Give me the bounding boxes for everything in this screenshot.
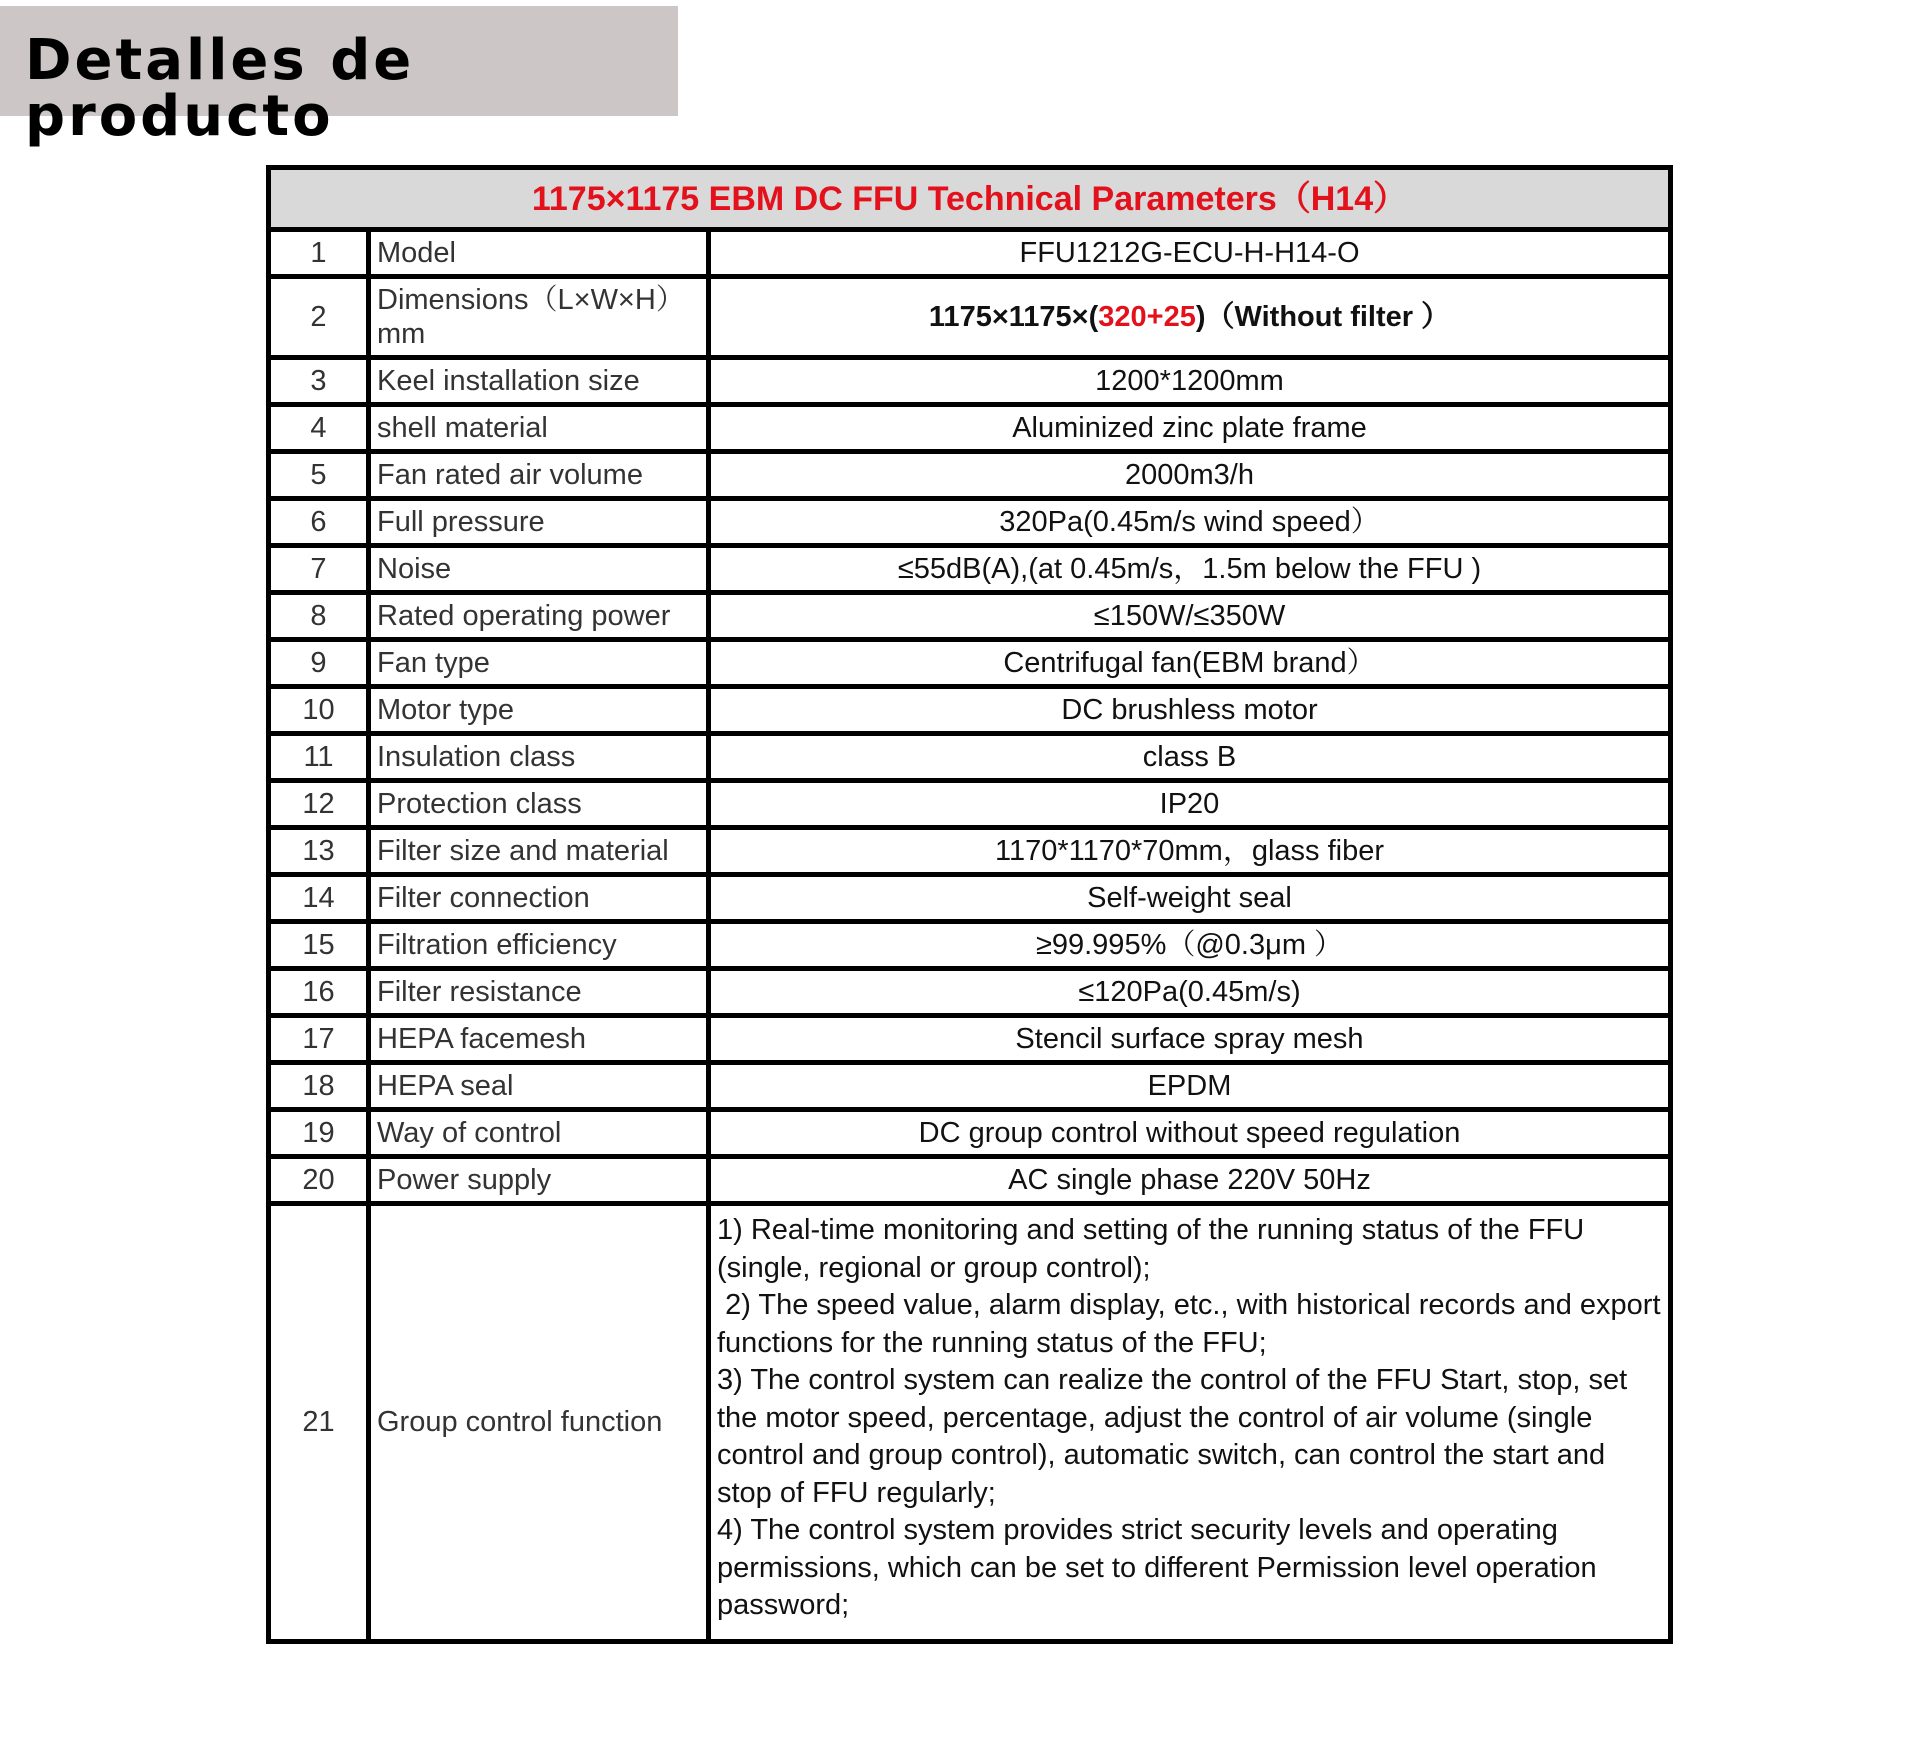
row-number: 19 — [269, 1110, 369, 1157]
row-number: 4 — [269, 405, 369, 452]
row-value: Stencil surface spray mesh — [709, 1016, 1671, 1063]
row-parameter: shell material — [369, 405, 709, 452]
table-row — [269, 640, 1671, 687]
row-parameter: Protection class — [369, 781, 709, 828]
table-row — [269, 875, 1671, 922]
row-parameter: Motor type — [369, 687, 709, 734]
row-number: 8 — [269, 593, 369, 640]
row-parameter: Filter connection — [369, 875, 709, 922]
row-parameter: Model — [369, 230, 709, 277]
row-value: class B — [709, 734, 1671, 781]
row-number: 11 — [269, 734, 369, 781]
row-value: Aluminized zinc plate frame — [709, 405, 1671, 452]
row-parameter: Fan type — [369, 640, 709, 687]
row-value: DC brushless motor — [709, 687, 1671, 734]
row-parameter: Way of control — [369, 1110, 709, 1157]
row-number: 18 — [269, 1063, 369, 1110]
row-parameter: Noise — [369, 546, 709, 593]
row-parameter: Filter resistance — [369, 969, 709, 1016]
row-parameter: Group control function — [369, 1204, 709, 1642]
row-number: 13 — [269, 828, 369, 875]
table-row — [269, 499, 1671, 546]
row-value: ≤120Pa(0.45m/s) — [709, 969, 1671, 1016]
value-suffix: )（Without filter ） — [1195, 301, 1451, 333]
header-banner — [0, 6, 678, 149]
row-parameter: Power supply — [369, 1157, 709, 1204]
row-value: 1200*1200mm — [709, 358, 1671, 405]
row-value: EPDM — [709, 1063, 1671, 1110]
table-row — [269, 1016, 1671, 1063]
row-value: 1170*1170*70mm，glass fiber — [709, 828, 1671, 875]
row-parameter: Filtration efficiency — [369, 922, 709, 969]
spec-table — [266, 165, 1673, 1644]
row-value: ≤55dB(A),(at 0.45m/s，1.5m below the FFU ) — [709, 546, 1671, 593]
row-number: 2 — [269, 277, 369, 358]
row-number: 3 — [269, 358, 369, 405]
row-parameter: Keel installation size — [369, 358, 709, 405]
row-value: Self-weight seal — [709, 875, 1671, 922]
row-value: ≤150W/≤350W — [709, 593, 1671, 640]
row-number: 20 — [269, 1157, 369, 1204]
table-row — [269, 969, 1671, 1016]
row-value: AC single phase 220V 50Hz — [709, 1157, 1671, 1204]
row-value-multiline — [709, 1204, 1671, 1642]
row-number: 21 — [269, 1204, 369, 1642]
value-prefix: 1175×1175×( — [928, 301, 1099, 333]
function-item: 2) The speed value, alarm display, etc., with historical records and export functions for the running status of the FFU; — [717, 1289, 1669, 1359]
row-value: DC group control without speed regulation — [709, 1110, 1671, 1157]
row-value: IP20 — [709, 781, 1671, 828]
row-value: Centrifugal fan(EBM brand） — [709, 640, 1671, 687]
table-row — [269, 230, 1671, 277]
row-value: ≥99.995%（@0.3μm ） — [709, 922, 1671, 969]
row-number: 6 — [269, 499, 369, 546]
row-parameter: Insulation class — [369, 734, 709, 781]
table-row — [269, 358, 1671, 405]
row-number: 14 — [269, 875, 369, 922]
row-value: 2000m3/h — [709, 452, 1671, 499]
row-number: 16 — [269, 969, 369, 1016]
row-parameter: HEPA facemesh — [369, 1016, 709, 1063]
row-parameter: Rated operating power — [369, 593, 709, 640]
table-row — [269, 405, 1671, 452]
row-value: FFU1212G-ECU-H-H14-O — [709, 230, 1671, 277]
table-row — [269, 1157, 1671, 1204]
row-parameter: Filter size and material — [369, 828, 709, 875]
row-parameter: Full pressure — [369, 499, 709, 546]
row-value — [709, 277, 1671, 358]
row-number: 9 — [269, 640, 369, 687]
table-row — [269, 922, 1671, 969]
table-row — [269, 734, 1671, 781]
row-number: 10 — [269, 687, 369, 734]
function-item: 3) The control system can realize the control of the FFU Start, stop, set the motor speed, percentage, adjust the control of air volume (single control and group control), automatic switch, can control the start and stop of FFU regularly; — [717, 1364, 1636, 1509]
row-number: 7 — [269, 546, 369, 593]
row-value: 320Pa(0.45m/s wind speed） — [709, 499, 1671, 546]
function-item: 4) The control system provides strict security levels and operating permissions, which can be set to different Permission level operation password; — [717, 1514, 1605, 1621]
row-parameter: Fan rated air volume — [369, 452, 709, 499]
page-title: Detalles de producto — [25, 28, 415, 149]
value-highlight: 320+25 — [1098, 301, 1196, 333]
row-number: 5 — [269, 452, 369, 499]
table-row — [269, 828, 1671, 875]
row-parameter: HEPA seal — [369, 1063, 709, 1110]
table-row — [269, 593, 1671, 640]
row-number: 1 — [269, 230, 369, 277]
table-row — [269, 1110, 1671, 1157]
table-row — [269, 452, 1671, 499]
table-row — [269, 277, 1671, 358]
table-row — [269, 1063, 1671, 1110]
row-number: 15 — [269, 922, 369, 969]
table-row — [269, 687, 1671, 734]
row-parameter: Dimensions（L×W×H） mm — [369, 277, 709, 358]
table-title: 1175×1175 EBM DC FFU Technical Parameters（H14） — [269, 168, 1671, 230]
row-number: 12 — [269, 781, 369, 828]
table-row — [269, 781, 1671, 828]
table-row — [269, 546, 1671, 593]
row-number: 17 — [269, 1016, 369, 1063]
table-row-group-control — [269, 1204, 1671, 1642]
function-item: 1) Real-time monitoring and setting of the running status of the FFU (single, regional or group control); — [717, 1214, 1593, 1284]
